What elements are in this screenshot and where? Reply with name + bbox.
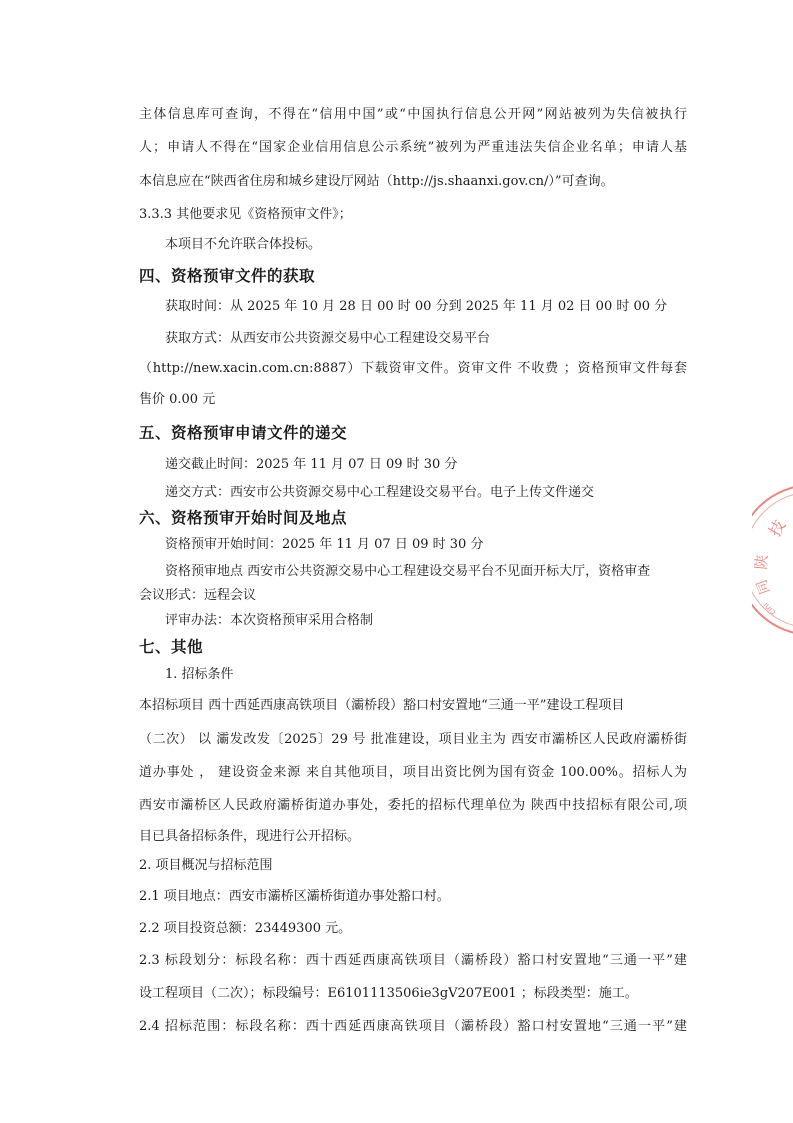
paragraph-line: 主体信息库可查询，不得在“信用中国”或“中国执行信息公开网”网站被列为失信被执行	[139, 107, 687, 122]
paragraph-line: （http://new.xacin.com.cn:8887）下载资审文件。资审文件 不收费 ；资格预审文件每套	[139, 361, 687, 376]
subheading: 1. 招标条件	[165, 667, 234, 682]
seal-char: 技	[765, 516, 790, 540]
paragraph-line: 道办事处 ， 建设资金来源 来自其他项目，项目出资比例为国有资金 100.00%。招标人为	[139, 765, 687, 780]
seal-char: 同	[753, 577, 774, 597]
paragraph-line: 本招标项目 西十西延西康高铁项目（灞桥段）豁口村安置地“三通一平”建设工程项目	[139, 698, 625, 713]
paragraph-line: 递交截止时间：2025 年 11 月 07 日 09 时 30 分	[165, 457, 458, 472]
paragraph-line: 评审办法：本次资格预审采用合格制	[165, 613, 374, 628]
paragraph-line: 资格预审地点 西安市公共资源交易中心工程建设交易平台不见面开标大厅，资格审查	[165, 564, 651, 579]
paragraph-line: 会议形式：远程会议	[139, 588, 257, 603]
section-heading-5: 五、资格预审申请文件的递交	[139, 424, 348, 442]
paragraph-line: 资格预审开始时间：2025 年 11 月 07 日 09 时 30 分	[165, 537, 484, 552]
paragraph-line: 售价 0.00 元	[139, 392, 216, 407]
paragraph-line: 2.2 项目投资总额：23449300 元。	[139, 921, 352, 936]
paragraph-line: 3.3.3 其他要求见《资格预审文件》；	[139, 207, 352, 222]
paragraph-line: 本信息应在“陕西省住房和城乡建设厅网站（http://js.shaanxi.gov.cn/）”可查询。	[139, 174, 614, 189]
official-seal-stamp	[752, 480, 793, 640]
paragraph-line: 获取方式：从西安市公共资源交易中心工程建设交易平台	[165, 331, 491, 346]
paragraph-line: 人；申请人不得在“国家企业信用信息公示系统”被列为严重违法失信企业名单；申请人基	[139, 140, 687, 155]
subheading: 2. 项目概况与招标范围	[139, 858, 273, 873]
paragraph-line: （二次） 以 灞发改发〔2025〕29 号 批准建设，项目业主为 西安市灞桥区人民政府灞桥街	[139, 732, 687, 747]
paragraph-line: 目已具备招标条件，现进行公开招标。	[139, 829, 361, 844]
seal-char: 陕	[752, 553, 772, 571]
paragraph-line: 2.1 项目地点：西安市灞桥区灞桥街道办事处豁口村。	[139, 889, 450, 904]
section-heading-7: 七、其他	[139, 638, 204, 656]
paragraph-line: 本项目不允许联合体投标。	[165, 237, 322, 252]
paragraph-line: 2.3 标段划分：标段名称：西十西延西康高铁项目（灞桥段）豁口村安置地“三通一平”建	[139, 953, 687, 968]
section-heading-6: 六、资格预审开始时间及地点	[139, 509, 348, 527]
paragraph-line: 递交方式：西安市公共资源交易中心工程建设交易平台。电子上传文件递交	[165, 485, 595, 500]
section-heading-4: 四、资格预审文件的获取	[139, 267, 316, 285]
paragraph-line: 2.4 招标范围：标段名称：西十西延西康高铁项目（灞桥段）豁口村安置地“三通一平”建	[139, 1019, 687, 1034]
paragraph-line: 获取时间：从 2025 年 10 月 28 日 00 时 00 分到 2025 年 11 月 02 日 00 时 00 分	[165, 299, 668, 314]
seal-char: cini	[761, 600, 778, 617]
paragraph-line: 西安市灞桥区人民政府灞桥街道办事处，委托的招标代理单位为 陕西中技招标有限公司,项	[139, 798, 687, 813]
paragraph-line: 设工程项目（二次）；标段编号：E6101113506ie3gV207E001 ；标段类型：施工。	[139, 986, 638, 1001]
